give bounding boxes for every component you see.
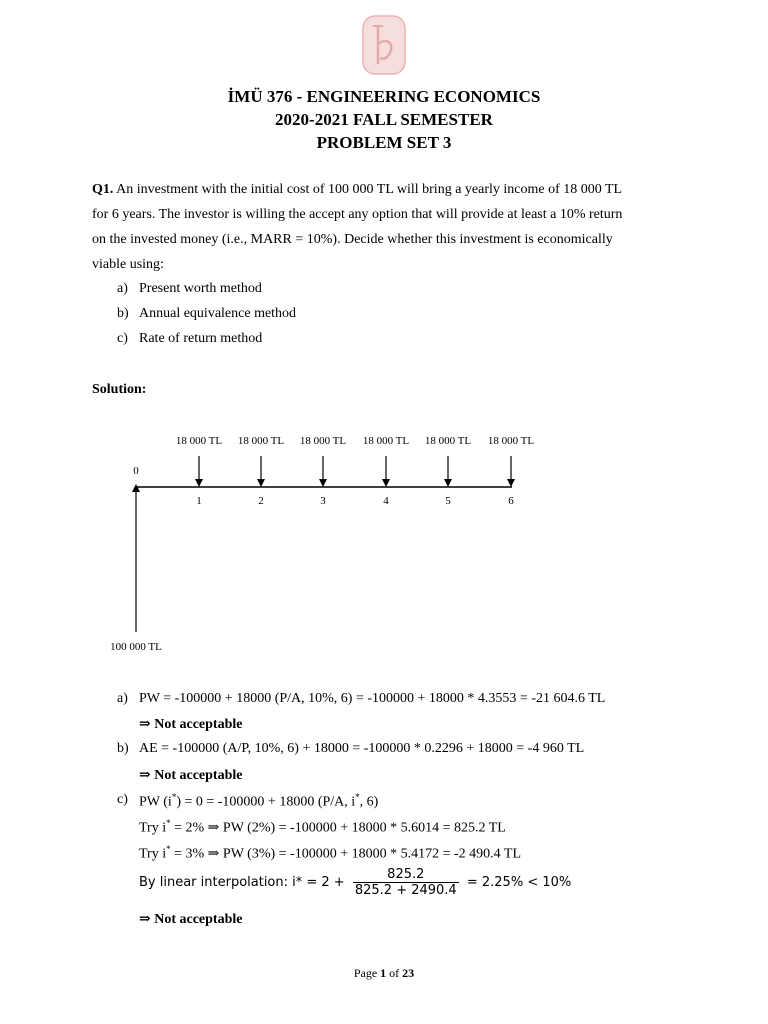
income-label-5: 18 000 TL (424, 435, 472, 447)
question-line: on the invested money (i.e., MARR = 10%). Decide whether this investment is economically (92, 232, 613, 247)
income-label-1: 18 000 TL (175, 435, 223, 447)
period-label-0: 0 (133, 465, 139, 477)
income-label-6: 18 000 TL (487, 435, 535, 447)
period-label-3: 3 (320, 495, 326, 507)
question-line: for 6 years. The investor is willing the accept any option that will provide at least a 10% return (92, 207, 623, 222)
question-line: Q1. An investment with the initial cost of 100 000 TL will bring a yearly income of 18 000 TL (92, 182, 623, 197)
cash-flow-diagram (0, 425, 768, 660)
answer-a-result: ⇒ Not acceptable (139, 717, 243, 732)
period-label-6: 6 (508, 495, 514, 507)
answer-c-equation: PW (i*) = 0 = -100000 + 18000 (P/A, i*, 6) (139, 792, 379, 810)
income-label-3: 18 000 TL (299, 435, 347, 447)
answer-b-letter: b) (117, 741, 129, 756)
period-label-1: 1 (196, 495, 202, 507)
page-footer: Page 1 of 23 (353, 966, 415, 980)
initial-cost-arrowhead (132, 484, 140, 492)
period-label-5: 5 (445, 495, 451, 507)
option-c: c) Rate of return method (117, 331, 263, 346)
interpolation-fraction: $\frac{825.2}{825.2 + 2490.4}$ (354, 867, 457, 898)
try-3-percent: Try i* = 3% ⇒ PW (3%) = -100000 + 18000 * 5.4172 = -2 490.4 TL (139, 844, 522, 862)
try-2-percent: Try i* = 2% ⇒ PW (2%) = -100000 + 18000 * 5.6014 = 825.2 TL (139, 818, 506, 836)
income-arrowhead-2 (257, 479, 265, 487)
question-line: viable using: (92, 257, 164, 272)
semester-title: 2020-2021 FALL SEMESTER (275, 110, 493, 129)
answer-b-result: ⇒ Not acceptable (139, 768, 243, 783)
initial-cost-label: 100 000 TL (110, 641, 162, 653)
question-text (92, 177, 676, 277)
period-label-2: 2 (258, 495, 264, 507)
income-arrowhead-6 (507, 479, 515, 487)
course-title: İMÜ 376 - ENGINEERING ECONOMICS (227, 87, 541, 106)
option-b: b) Annual equivalence method (117, 306, 297, 321)
question-label: Q1. (92, 182, 114, 197)
income-arrowhead-4 (382, 479, 390, 487)
income-label-4: 18 000 TL (362, 435, 410, 447)
answer-c-letter: c) (117, 792, 128, 807)
answer-a-text: PW = -100000 + 18000 (P/A, 10%, 6) = -100000 + 18000 * 4.3553 = -21 604.6 TL (139, 691, 606, 706)
interpolation-formula: By linear interpolation: i* = 2 + $\frac{825.2}{825.2 + 2490.4}$ = 2.25% < 10% (139, 867, 572, 898)
university-logo (361, 14, 407, 76)
solution-label: Solution: (92, 382, 147, 397)
income-arrowhead-3 (319, 479, 327, 487)
answer-c-result: ⇒ Not acceptable (139, 912, 243, 927)
answer-b-text: AE = -100000 (A/P, 10%, 6) + 18000 = -100000 * 0.2296 + 18000 = -4 960 TL (139, 741, 585, 756)
period-label-4: 4 (383, 495, 389, 507)
answer-a-letter: a) (117, 691, 128, 706)
problem-set-title: PROBLEM SET 3 (316, 133, 452, 152)
income-arrowhead-1 (195, 479, 203, 487)
income-label-2: 18 000 TL (237, 435, 285, 447)
option-a: a) Present worth method (117, 281, 262, 296)
income-arrowhead-5 (444, 479, 452, 487)
